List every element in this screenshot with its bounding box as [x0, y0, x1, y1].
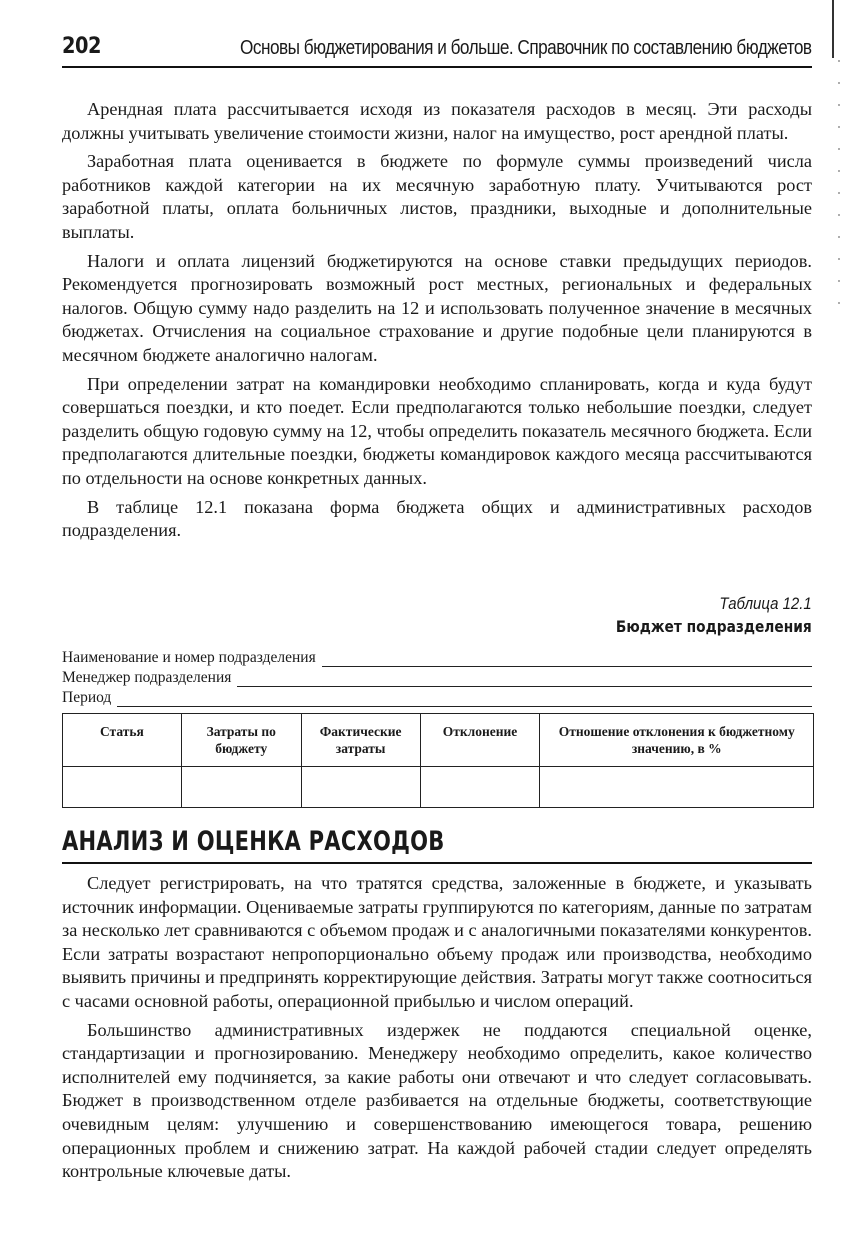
- form-row-department: [62, 647, 812, 667]
- form-fields: [62, 647, 812, 707]
- table-caption: [584, 594, 812, 636]
- budget-table: [62, 713, 814, 808]
- table-cell: [63, 767, 182, 808]
- page-header: [62, 34, 812, 68]
- paragraph-taxes: Налоги и оплата лицензий бюджетируются на основе ставки предыдущих периодов. Рекомендуется прогнозировать возможный рост местных, региональных и федеральных налогов. Общую сумму надо разделить на 12 и использовать полученное значение в месячных бюджетах. Отчисления на социальное страхование и другие подобные цели планируются в месячном бюджете аналогично налогам.: [62, 250, 812, 365]
- scan-edge-marks: [838, 60, 840, 320]
- running-title: Основы бюджетирования и больше. Справочник по составлению бюджетов: [240, 37, 812, 59]
- form-label-department: Наименование и номер подразделения: [62, 649, 316, 666]
- table-cell: [540, 767, 814, 808]
- col-header-deviation: Отклонение: [420, 714, 540, 767]
- form-row-manager: [62, 667, 812, 687]
- page-number: 202: [62, 34, 102, 59]
- form-blank-line: [237, 673, 812, 687]
- section-heading-text: АНАЛИЗ И ОЦЕНКА РАСХОДОВ: [62, 826, 445, 857]
- col-header-deviation-ratio: Отношение отклонения к бюджетному значению, в %: [540, 714, 814, 767]
- table-header-row: [63, 714, 814, 767]
- paragraph-admin-costs: Большинство административных издержек не поддаются специальной оценке, стандартизации и прогнозированию. Менеджеру необходимо определить, какое количество исполнителей ему подчиняется, за какие работы они отвечают и что следует согласовывать. Бюджет в производственном отделе разбивается на отдельные бюджеты, соответствующие очевидным целям: улучшению и совершенствованию имеющегося товара, решению операционных проблем и снижению затрат. На каждой рабочей стадии следует определять контрольные ключевые даты.: [62, 1019, 812, 1182]
- form-label-manager: Менеджер подразделения: [62, 669, 232, 686]
- col-header-budget: Затраты по бюджету: [181, 714, 301, 767]
- table-cell: [181, 767, 301, 808]
- table-number: Таблица 12.1: [719, 594, 812, 613]
- paragraph-salary: Заработная плата оценивается в бюджете по формуле суммы произведений числа работников каждой категории на их месячную заработную плату. Учитываются рост заработной платы, оплата больничных листов, праздники, выходные и дополнительные выплаты.: [62, 151, 812, 242]
- paragraph-table-intro: В таблице 12.1 показана форма бюджета общих и административных расходов подразделения.: [62, 496, 812, 541]
- paragraph-travel: При определении затрат на командировки необходимо спланировать, когда и куда будут совершаться поездки, и кто поедет. Если предполагаются только небольшие поездки, следует разделить общую годовую сумму на 12, чтобы определить показатель месячного бюджета. Если предполагаются длительные поездки, бюджеты командировок каждого месяца рассчитываются по отдельности на основе конкретных данных.: [62, 373, 812, 488]
- form-row-period: [62, 687, 812, 707]
- scan-edge-line: [832, 0, 834, 58]
- table-title: Бюджет подразделения: [616, 617, 812, 636]
- form-blank-line: [322, 653, 812, 667]
- table-cell: [420, 767, 540, 808]
- table-row: [63, 767, 814, 808]
- paragraph-rent: Арендная плата рассчитывается исходя из показателя расходов в месяц. Эти расходы должны учитывать увеличение стоимости жизни, налог на имущество, рост арендной платы.: [62, 99, 812, 143]
- paragraph-expense-analysis: Следует регистрировать, на что тратятся средства, заложенные в бюджете, и указывать источник информации. Оцениваемые затраты группируются по категориям, данные по затратам за несколько лет сравниваются с объемом продаж и с аналогичными показателями конкурентов. Если затраты возрастают непропорционально объему продаж или производства, необходимо выявить причины и предпринять корректирующие действия. Затраты могут также соотноситься с часами основной работы, операционной прибылью и числом операций.: [62, 873, 812, 1011]
- bottom-text-block: [62, 872, 812, 1184]
- form-label-period: Период: [62, 689, 112, 706]
- col-header-actual: Фактические затраты: [301, 714, 420, 767]
- table-cell: [301, 767, 420, 808]
- form-blank-line: [117, 693, 812, 707]
- section-heading: [62, 826, 812, 864]
- top-text-block: [62, 98, 812, 543]
- col-header-item: Статья: [63, 714, 182, 767]
